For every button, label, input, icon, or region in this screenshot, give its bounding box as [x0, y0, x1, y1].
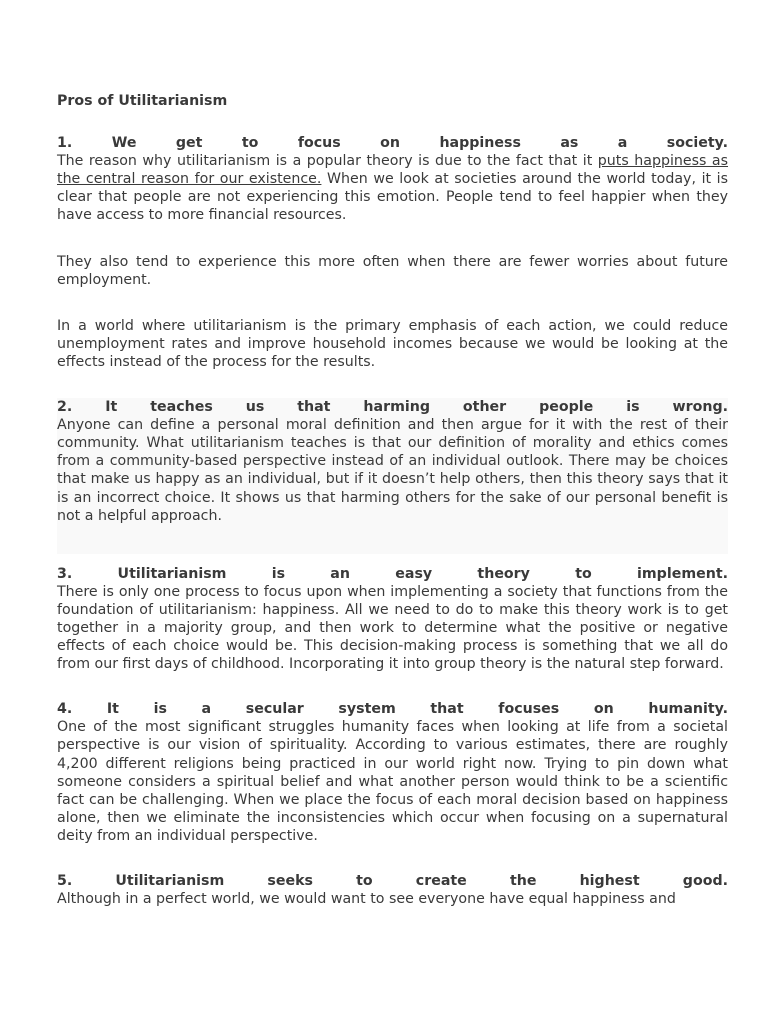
section-1-paragraph-2: They also tend to experience this more often when there are fewer worries about future employment.: [57, 253, 728, 288]
section-1-heading: 1. We get to focus on happiness as a society.: [57, 135, 728, 152]
section-2-block: [57, 398, 728, 554]
section-1-paragraph: [57, 134, 728, 224]
section-2-heading: 2. It teaches us that harming other people is wrong.: [57, 399, 728, 416]
section-4-paragraph: [57, 700, 728, 845]
section-5-heading: 5. Utilitarianism seeks to create the highest good.: [57, 873, 728, 889]
section-3-heading: 3. Utilitarianism is an easy theory to implement.: [57, 565, 728, 582]
section-3-paragraph: [57, 565, 728, 674]
section-5-text: Although in a perfect world, we would want to see everyone have equal happiness and: [57, 891, 676, 908]
section-1-text-start: The reason why utilitarianism is a popular theory is due to the fact that it: [57, 153, 598, 170]
section-5-paragraph: [57, 872, 728, 908]
document-page: [57, 92, 728, 908]
section-1-paragraph-3: In a world where utilitarianism is the primary emphasis of each action, we could reduce unemployment rates and improve household incomes because we would be looking at the effects instead of the process for the results.: [57, 317, 728, 370]
document-title: Pros of Utilitarianism: [57, 93, 228, 109]
section-2-paragraph: [57, 398, 728, 525]
section-4-heading: 4. It is a secular system that focuses on humanity.: [57, 701, 728, 718]
section-1-underlined-phrase: puts happiness as the central reason for our existence.: [57, 153, 729, 188]
section-3-text: There is only one process to focus upon when implementing a society that functions from the foundation of utilitarianism: happiness. All we need to do to make this theory work is to get together in a majority group, and then work to determine what the positive or negative effects of each choice would be. This decision-making process is something that we all do from our first days of childhood. Incorporating it into group theory is the natural step forward.: [57, 583, 728, 673]
section-1-text-end: When we look at societies around the world today, it is clear that people are not experiencing this emotion. People tend to feel happier when they have access to more financial resources.: [57, 171, 729, 224]
section-2-text: Anyone can define a personal moral definition and then argue for it with the rest of their community. What utilitarianism teaches is that our definition of morality and ethics comes from a community-based perspective instead of an individual outlook. There may be choices that make us happy as an individual, but if it doesn’t help others, then this theory says that it is an incorrect choice. It shows us that harming others for the sake of our personal benefit is not a helpful approach.: [57, 417, 728, 524]
section-4-text: One of the most significant struggles humanity faces when looking at life from a societal perspective is our vision of spirituality. According to various estimates, there are roughly 4,200 different religions being practiced in our world right now. Trying to pin down what someone considers a spiritual belief and what another person would think to be a scientific fact can be challenging. When we place the focus of each moral decision based on happiness alone, then we eliminate the inconsistencies which occur when focusing on a supernatural deity from an individual perspective.: [57, 719, 728, 844]
